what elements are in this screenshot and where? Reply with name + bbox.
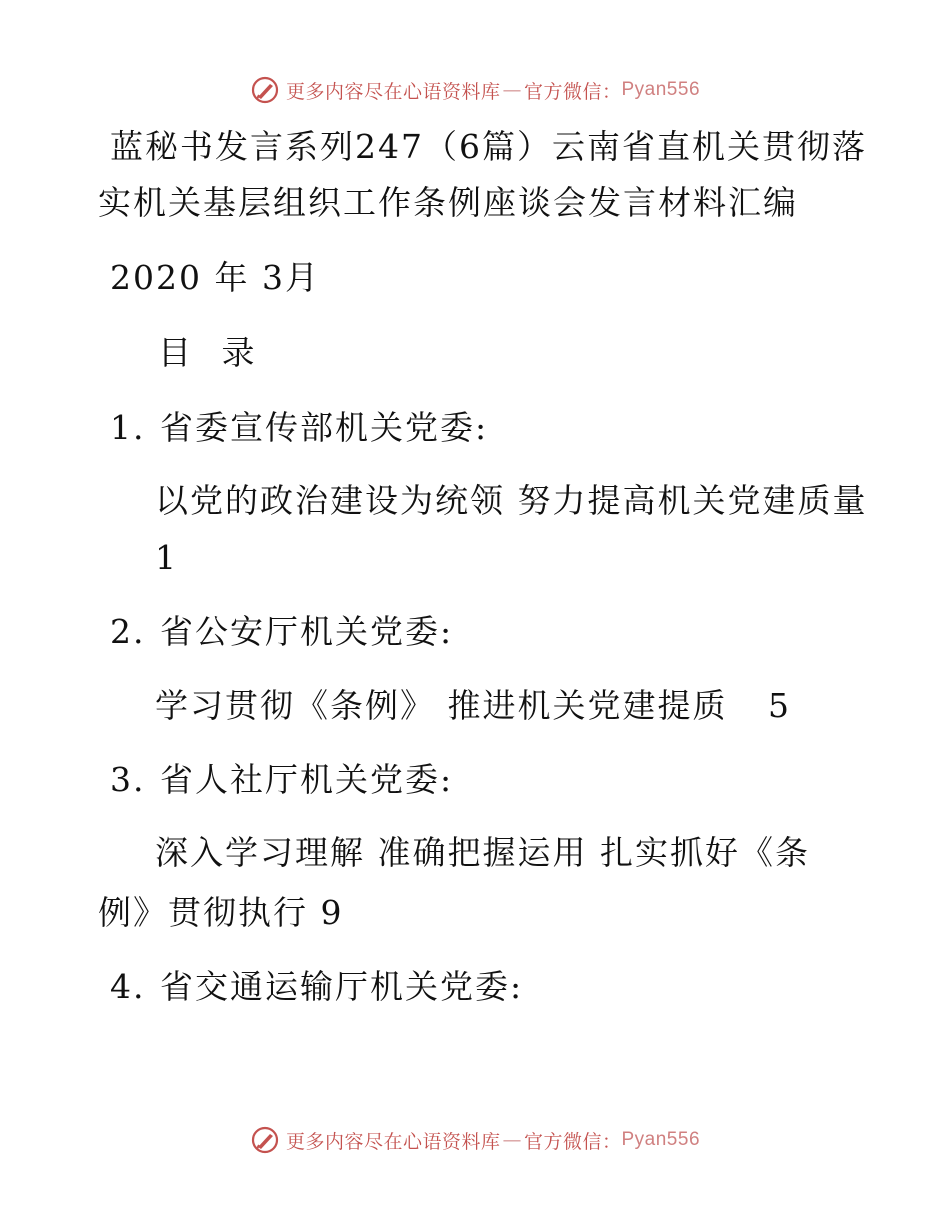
toc-item-number: 3. bbox=[110, 760, 146, 799]
watermark-separator: — bbox=[502, 1129, 522, 1151]
watermark-id: Pyan556 bbox=[621, 1129, 701, 1150]
toc-item-number: 2. bbox=[110, 612, 146, 651]
watermark-text: 更多内容尽在心语资料库 bbox=[285, 1130, 501, 1153]
toc-item-3-desc-line-2: 例》贯彻执行 9 bbox=[98, 893, 344, 932]
document-title-line-1: 蓝秘书发言系列247（6篇）云南省直机关贯彻落 bbox=[110, 127, 867, 166]
watermark-text: 更多内容尽在心语资料库 bbox=[285, 80, 501, 103]
toc-item-number: 4. bbox=[110, 967, 146, 1006]
watermark-footer bbox=[0, 1120, 950, 1160]
quill-logo-icon bbox=[250, 75, 280, 105]
toc-item-2-desc: 学习贯彻《条例》 推进机关党建提质 bbox=[155, 686, 728, 725]
toc-item-2-page: 5 bbox=[768, 686, 791, 725]
document-date: 2020 年 3月 bbox=[110, 258, 320, 297]
watermark-separator: — bbox=[502, 79, 522, 101]
toc-item-org: 省公安厅机关党委: bbox=[160, 612, 454, 651]
watermark-contact: 官方微信： bbox=[523, 80, 622, 103]
document-title-line-2: 实机关基层组织工作条例座谈会发言材料汇编 bbox=[98, 183, 798, 222]
watermark-contact: 官方微信： bbox=[523, 1130, 622, 1153]
toc-item-org: 省委宣传部机关党委: bbox=[160, 408, 489, 447]
toc-item-number: 1. bbox=[110, 408, 146, 447]
quill-logo-icon bbox=[250, 1125, 280, 1155]
toc-item-org: 省交通运输厅机关党委: bbox=[160, 967, 524, 1006]
toc-heading: 目 录 bbox=[158, 333, 265, 372]
toc-item-1-page: 1 bbox=[155, 538, 178, 577]
watermark-header bbox=[0, 70, 950, 110]
toc-item-org: 省人社厅机关党委: bbox=[160, 760, 454, 799]
toc-item-2-org-line bbox=[110, 612, 453, 652]
toc-item-3-desc-line-1: 深入学习理解 准确把握运用 扎实抓好《条 bbox=[155, 833, 810, 872]
toc-item-1-desc: 以党的政治建设为统领 努力提高机关党建质量 bbox=[155, 481, 868, 520]
toc-item-3-org-line bbox=[110, 760, 453, 800]
watermark-id: Pyan556 bbox=[621, 79, 701, 100]
toc-item-1-org-line bbox=[110, 408, 488, 448]
toc-item-4-org-line bbox=[110, 967, 523, 1007]
